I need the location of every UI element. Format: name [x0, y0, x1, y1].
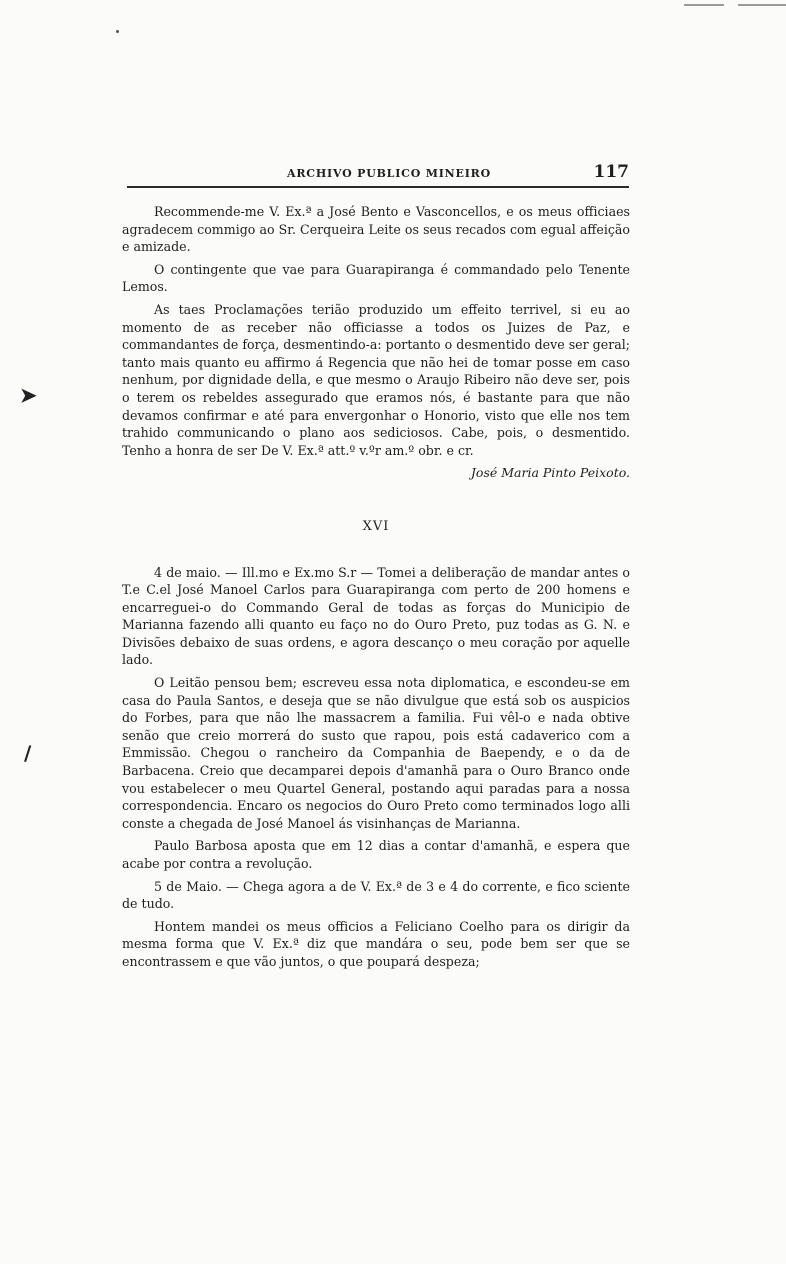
paragraph: Paulo Barbosa aposta que em 12 dias a contar d'amanhã, e espera que acabe por contra a revolução. — [122, 838, 630, 871]
margin-mark: ➤ — [20, 383, 37, 407]
header-title: ARCHIVO PUBLICO MINEIRO — [287, 167, 491, 180]
signature: José Maria Pinto Peixoto. — [470, 465, 630, 481]
speck — [116, 30, 119, 33]
header-rule — [127, 186, 629, 188]
paragraph: As taes Proclamações terião produzido um effeito terrivel, si eu ao momento de as receber não officiasse a todos os Juizes de Paz, e commandantes de força, desmentindo-a: portanto o desmentido deve ser geral; tanto mais quanto eu affirmo á Regencia que não hei de tomar posse em caso nenhum, por dignidade della, e que mesmo o Araujo Ribeiro não deve ser, pois o terem os rebeldes assegurado que eramos nós, é bastante para que não devamos confirmar e até para envergonhar o Honorio, visto que elle nos tem trahido communicando o plano aos sediciosos. Cabe, pois, o desmentido. Tenho a honra de ser De V. Ex.ª att.º v.ºr am.º obr. e cr. — [122, 301, 630, 458]
paragraph: 5 de Maio. — Chega agora a de V. Ex.ª de 3 e 4 do corrente, e fico sciente de tudo. — [122, 878, 630, 912]
paragraph: O contingente que vae para Guarapiranga é commandado pelo Tenente Lemos. — [122, 261, 630, 295]
corner-mark — [738, 4, 786, 6]
paragraph: O Leitão pensou bem; escreveu essa nota diplomatica, e escondeu-se em casa do Paula Santos, e deseja que se não divulgue que está sob os auspicios do Forbes, para que não lhe massacrem a familia. Fui vêl-o e nada obtive senão que creio morrerá do susto que rapou, pois está cadaverico com a Emmissão. Chegou o rancheiro da Companhia de Baependy, e o da de Barbacena. Creio que decamparei depois d'amanhã para o Ouro Branco onde vou estabelecer o meu Quartel General, postando aqui paradas para a nossa correspondencia. Encaro os negocios do Ouro Preto como terminados logo alli conste a chegada de José Manoel ás visinhanças de Marianna. — [122, 675, 630, 831]
margin-mark: / — [24, 741, 32, 765]
page-number: 117 — [593, 162, 629, 182]
paragraph: Recommende-me V. Ex.ª a José Bento e Vasconcellos, e os meus officiaes agradecem commigo ao Sr. Cerqueira Leite os seus recados com egual affeição e amizade. — [122, 204, 630, 255]
running-header — [127, 164, 629, 186]
body-text — [122, 203, 630, 976]
section-heading: XVI — [362, 518, 390, 534]
paragraph: Hontem mandei os meus officios a Feliciano Coelho para os dirigir da mesma forma que V. Ex.ª diz que mandára o seu, pode bem ser que se encontrassem e que vão juntos, o que poupará despeza; — [122, 918, 630, 969]
corner-mark — [684, 4, 724, 6]
paragraph: 4 de maio. — Ill.mo e Ex.mo S.r — Tomei a deliberação de mandar antes o T.e C.el José Manoel Carlos para Guarapiranga com perto de 200 homens e encarreguei-o do Commando Geral de todas as forças do Municipio de Marianna fazendo alli quanto eu faço no do Ouro Preto, puz todas as G. N. e Divisões debaixo de suas ordens, e agora descanço o meu coração por aquelle lado. — [122, 564, 630, 668]
